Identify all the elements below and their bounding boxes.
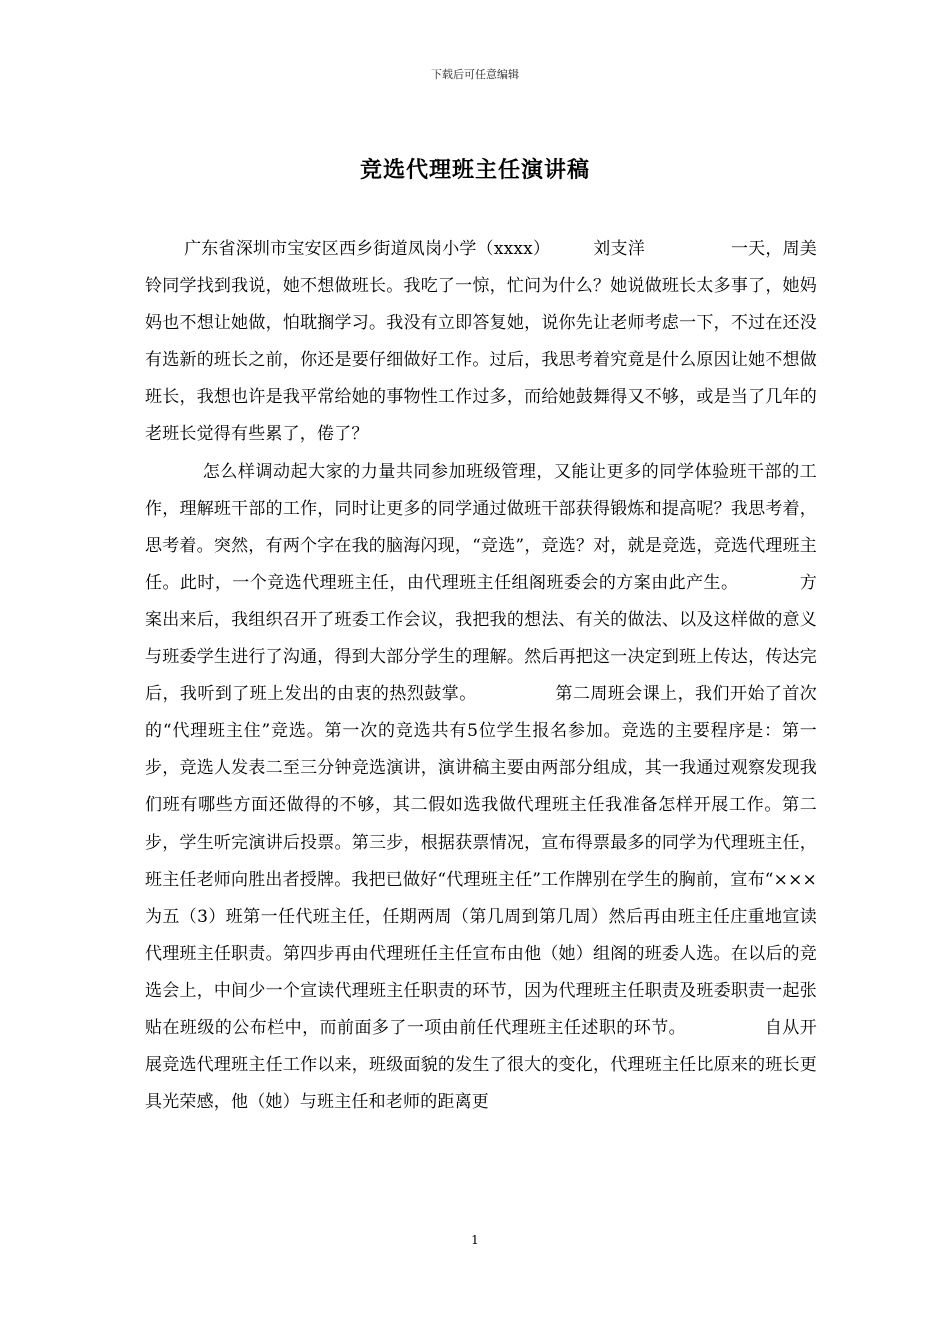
document-title: 竞选代理班主任演讲稿 (359, 157, 590, 183)
paragraph: 怎么样调动起大家的力量共同参加班级管理，又能让更多的同学体验班干部的工作，理解班干部的工作，同时让更多的同学通过做班干部获得锻炼和提高呢？我思考着，思考着。突然，有两个字在我的脑海闪现，“竞选”，竞选？对，就是竞选，竞选代理班主任。此时，一个竞选代理班主任，由代理班主任组阁班委会的方案由此产生。 方案出来后，我组织召开了班委工作会议，我把我的想法、有关的做法、以及这样做的意义与班委学生进行了沟通，得到大部分学生的理解。然后再把这一决定到班上传达，传达完后，我听到了班上发出的由衷的热烈鼓掌。 第二周班会课上，我们开始了首次的“代理班主住”竞选。第一次的竞选共有5位学生报名参加。竞选的主要程序是：第一步，竞选人发表二至三分钟竞选演讲，演讲稿主要由两部分组成，其一我通过观察发现我们班有哪些方面还做得的不够，其二假如选我做代理班主任我准备怎样开展工作。第二步，学生听完演讲后投票。第三步，根据获票情况，宣布得票最多的同学为代理班主任，班主任老师向胜出者授牌。我把已做好“代理班主任”工作牌别在学生的胸前，宣布“×××为五（3）班第一任代班主任，任期两周（第几周到第几周）然后再由班主任庄重地宣读代理班主任职责。第四步再由代理班任主任宣布由他（她）组阁的班委人选。在以后的竞选会上，中间少一个宣读代理班主任职责的环节，因为代理班主任职责及班委职责一起张贴在班级的公布栏中，而前面多了一项由前任代理班主任述职的环节。 自从开展竞选代理班主任工作以来，班级面貌的发生了很大的变化，代理班主任比原来的班长更具光荣感，他（她）与班主任和老师的距离更 (145, 461, 818, 1113)
page-header-note: 下载后可任意编辑 (431, 68, 519, 81)
paragraph: 广东省深圳市宝安区西乡街道凤岗小学（xxxx） 刘支洋 一天，周美铃同学找到我说，她不想做班长。我吃了一惊，忙问为什么？她说做班长太多事了，她妈妈也不想让她做，怕耽搁学习。我没有立即答复她，说你先让老师考虑一下，不过在还没有选新的班长之前，你还是要仔细做好工作。过后，我思考着究竟是什么原因让她不想做班长，我想也许是我平常给她的事物性工作过多，而给她鼓舞得又不够，或是当了几年的老班长觉得有些累了，倦了？ (145, 239, 817, 445)
document-body (145, 231, 817, 1121)
page-number: 1 (471, 1233, 479, 1247)
